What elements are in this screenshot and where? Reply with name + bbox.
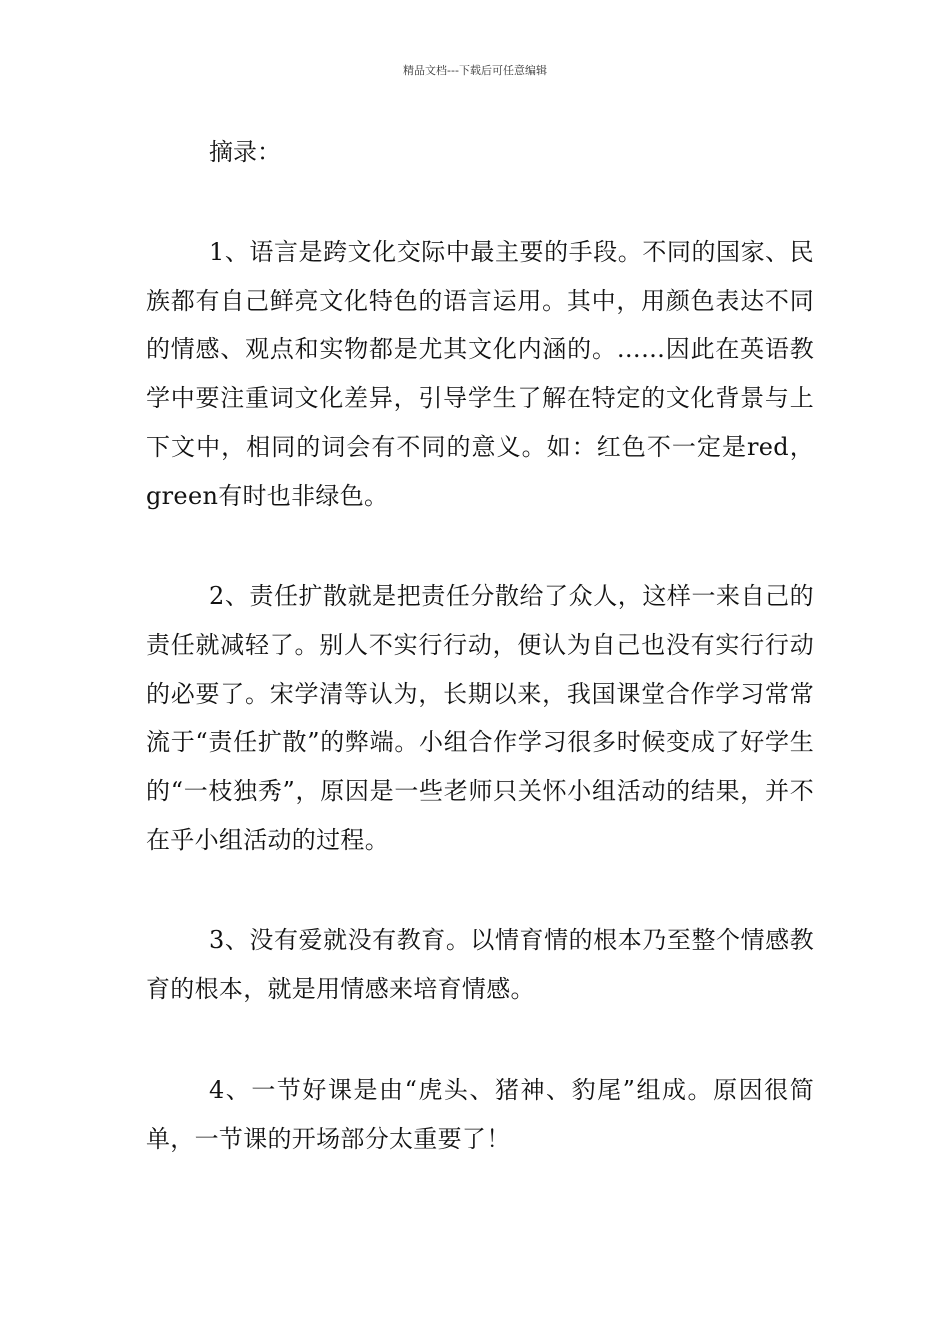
document-body: [146, 128, 814, 1163]
paragraph-1: 1、语言是跨文化交际中最主要的手段。不同的国家、民族都有自己鲜亮文化特色的语言运用。其中，用颜色表达不同的情感、观点和实物都是尤其文化内涵的。……因此在英语教学中要注重词文化差异，引导学生了解在特定的文化背景与上下文中，相同的词会有不同的意义。如：红色不一定是red，green有时也非绿色。: [146, 238, 814, 510]
paragraph-4: 4、一节好课是由“虎头、猪神、豹尾”组成。原因很简单，一节课的开场部分太重要了！: [146, 1075, 814, 1153]
paragraph-3: 3、没有爱就没有教育。以情育情的根本乃至整个情感教育的根本，就是用情感来培育情感。: [146, 926, 814, 1004]
page-header: 精品文档---下载后可任意编辑: [403, 64, 547, 77]
paragraph-2: 2、责任扩散就是把责任分散给了众人，这样一来自己的责任就减轻了。别人不实行行动，便认为自己也没有实行行动的必要了。宋学清等认为，长期以来，我国课堂合作学习常常流于“责任扩散”的弊端。小组合作学习很多时候变成了好学生的“一枝独秀”，原因是一些老师只关怀小组活动的结果，并不在乎小组活动的过程。: [146, 582, 814, 854]
excerpt-heading: 摘录：: [209, 138, 281, 166]
